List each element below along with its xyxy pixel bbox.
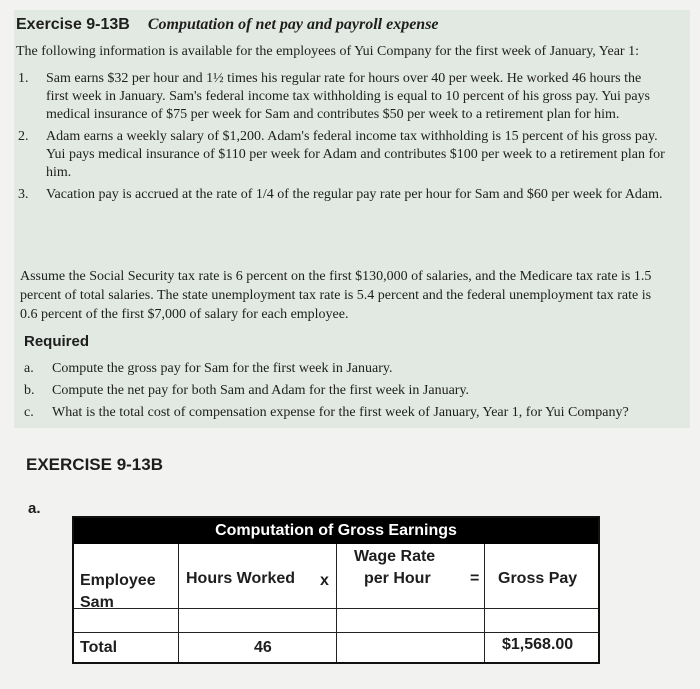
list-item-number: 2. [18, 129, 29, 144]
exercise-title: Computation of net pay and payroll expense [147, 16, 439, 33]
column-divider [484, 544, 485, 662]
column-divider [336, 544, 337, 662]
required-item-text: Compute the net pay for both Sam and Adam for the first week in January. [52, 383, 470, 398]
answer-heading: EXERCISE 9-13B [26, 455, 163, 474]
header-gross-pay: Gross Pay [498, 570, 578, 587]
operator-times: x [320, 572, 329, 589]
required-item-letter: c. [24, 405, 34, 420]
total-hours: 46 [254, 639, 272, 656]
header-per-hour: per Hour [364, 570, 431, 587]
list-item-text: Vacation pay is accrued at the rate of 1/4 of the regular pay rate per hour for Sam and $60 per week for Adam. [46, 187, 663, 202]
list-item-text: Adam earns a weekly salary of $1,200. Adam's federal income tax withholding is 15 percent of his gross pay. Yui pays medical insurance of $110 per week for Adam and contributes $100 per week to a retirement plan for him. [46, 129, 665, 180]
header-wage-rate: Wage Rate [354, 548, 436, 565]
exercise-label: Exercise 9-13B [16, 16, 130, 33]
column-divider [178, 544, 179, 662]
list-item-text: Sam earns $32 per hour and 1½ times his regular rate for hours over 40 per week. He worked 46 hours the first week in January. Sam's federal income tax withholding is equal to 10 percent of his gross pay. Yui pays medical insurance of $75 per week for Sam and contributes $50 per week to a retirement plan for him. [46, 71, 650, 122]
part-label: a. [28, 500, 41, 517]
total-label: Total [80, 639, 118, 656]
required-item-letter: b. [24, 383, 35, 398]
required-item [24, 358, 629, 380]
required-heading: Required [24, 333, 90, 350]
required-list [24, 358, 629, 424]
list-item [16, 186, 666, 204]
row-employee-sam: Sam [80, 594, 114, 611]
exercise-header [16, 16, 439, 34]
assumption-paragraph: Assume the Social Security tax rate is 6 percent on the first $130,000 of salaries, and the Medicare tax rate is 1.5 percent of total salaries. The state unemployment tax rate is 5.4 percent and the federal unemployment tax rate is 0.6 percent of the first $7,000 of salary for each employee. [20, 269, 652, 322]
list-item-number: 3. [18, 187, 29, 202]
required-item-text: Compute the gross pay for Sam for the first week in January. [52, 361, 393, 376]
total-gross-pay: $1,568.00 [502, 636, 574, 653]
list-item [16, 128, 666, 182]
list-item-number: 1. [18, 71, 29, 86]
operator-equals: = [470, 570, 480, 587]
list-item [16, 70, 666, 124]
intro-text: The following information is available for the employees of Yui Company for the first week of January, Year 1: [16, 44, 639, 59]
table-title: Computation of Gross Earnings [74, 518, 598, 544]
required-item-letter: a. [24, 361, 34, 376]
info-list [16, 70, 666, 208]
required-item-text: What is the total cost of compensation expense for the first week of January, Year 1, for Yui Company? [52, 405, 629, 420]
required-item [24, 380, 629, 402]
header-employee: Employee [80, 572, 156, 589]
row-divider [74, 608, 598, 609]
row-divider [74, 632, 598, 633]
gross-earnings-table [72, 516, 600, 664]
required-item [24, 402, 629, 424]
header-hours-worked: Hours Worked [186, 570, 296, 587]
